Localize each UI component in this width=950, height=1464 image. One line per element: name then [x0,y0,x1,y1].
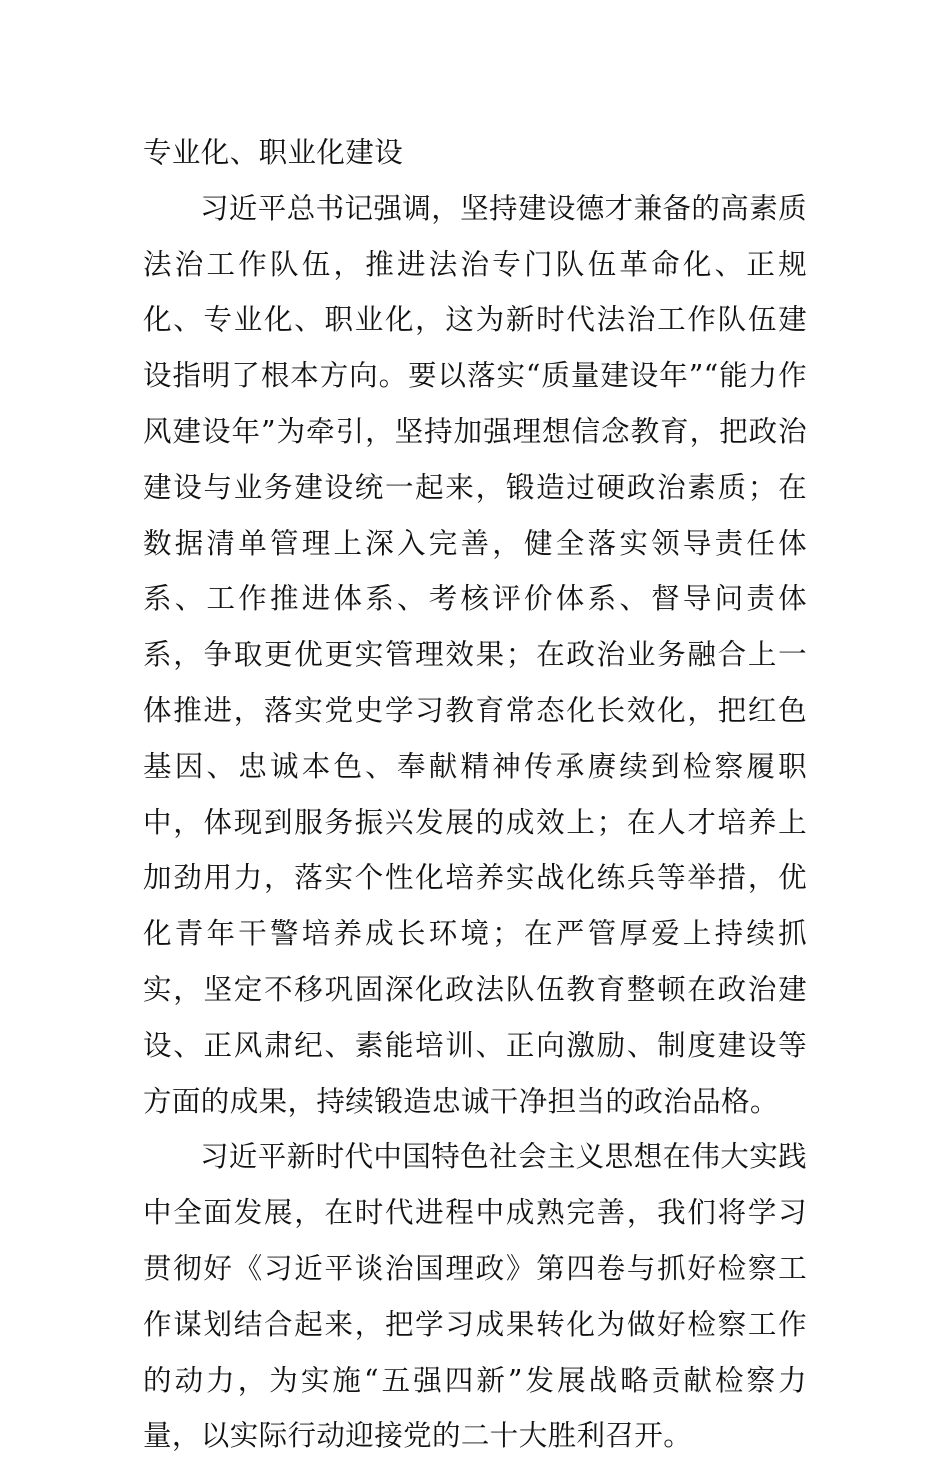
document-body [143,125,807,1464]
section-heading: 专业化、职业化建设 [143,136,404,169]
paragraph-conclusion: 习近平新时代中国特色社会主义思想在伟大实践中全面发展，在时代进程中成熟完善，我们将学习贯彻好《习近平谈治国理政》第四卷与抓好检察工作谋划结合起来，把学习成果转化为做好检察工作的动力，为实施“五强四新”发展战略贡献检察力量，以实际行动迎接党的二十大胜利召开。 [143,1140,807,1453]
paragraph-team-building: 习近平总书记强调，坚持建设德才兼备的高素质法治工作队伍，推进法治专门队伍革命化、正规化、专业化、职业化，这为新时代法治工作队伍建设指明了根本方向。要以落实“质量建设年”“能力作风建设年”为牵引，坚持加强理想信念教育，把政治建设与业务建设统一起来，锻造过硬政治素质；在数据清单管理上深入完善，健全落实领导责任体系、工作推进体系、考核评价体系、督导问责体系，争取更优更实管理效果；在政治业务融合上一体推进，落实党史学习教育常态化长效化，把红色基因、忠诚本色、奉献精神传承赓续到检察履职中，体现到服务振兴发展的成效上；在人才培养上加劲用力，落实个性化培养实战化练兵等举措，优化青年干警培养成长环境；在严管厚爱上持续抓实，坚定不移巩固深化政法队伍教育整顿在政治建设、正风肃纪、素能培训、正向激励、制度建设等方面的成果，持续锻造忠诚干净担当的政治品格。 [143,191,807,1118]
